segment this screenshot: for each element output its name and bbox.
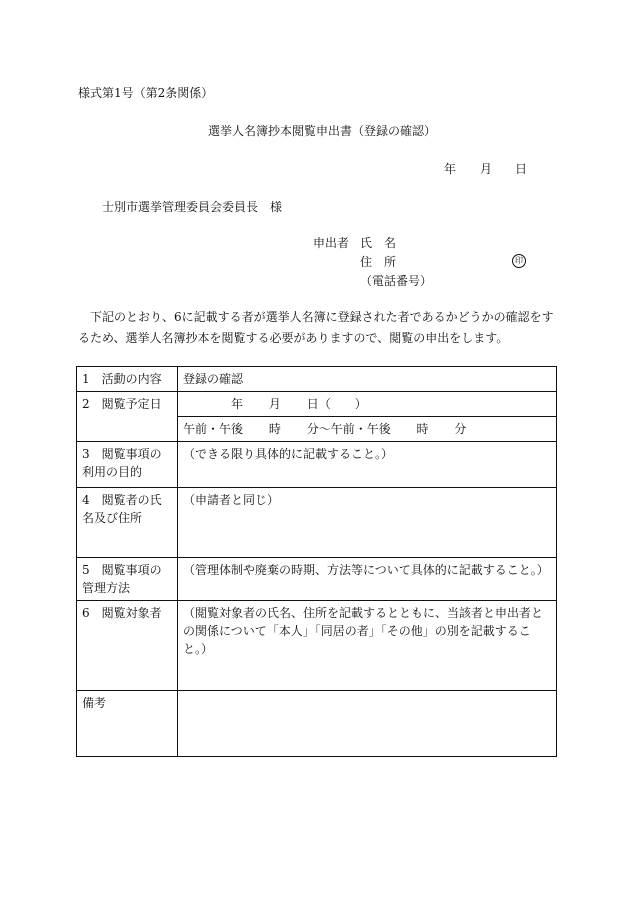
row2-day: 日（ ） xyxy=(306,397,367,411)
row2-time-field[interactable] xyxy=(178,417,557,442)
date-year-label: 年 xyxy=(444,162,457,176)
form-number: 様式第1号（第2条関係） xyxy=(78,86,214,100)
row2-hour-end: 時 xyxy=(416,422,429,436)
seal-mark-icon: 印 xyxy=(512,254,526,268)
row2-ampm-start: 午前・午後 xyxy=(183,422,244,436)
row5-value[interactable]: （管理体制や廃棄の時期、方法等について具体的に記載すること。） xyxy=(178,558,557,601)
application-form-table xyxy=(76,366,557,757)
row2-label: 2 閲覧予定日 xyxy=(77,392,178,442)
applicant-address-label: 住 所 xyxy=(360,255,397,269)
row4-label: 4 閲覧者の氏名及び住所 xyxy=(77,488,178,558)
row5-label: 5 閲覧事項の管理方法 xyxy=(77,558,178,601)
row2-minute-start: 分～午前・午後 xyxy=(306,422,391,436)
row7-label: 備考 xyxy=(77,691,178,757)
row2-month: 月 xyxy=(268,397,281,411)
row4-value[interactable]: （申請者と同じ） xyxy=(178,488,557,558)
row1-label: 1 活動の内容 xyxy=(77,367,178,392)
date-day-label: 日 xyxy=(515,162,528,176)
date-month-label: 月 xyxy=(480,162,493,176)
row3-value[interactable]: （できる限り具体的に記載すること。） xyxy=(178,442,557,488)
row6-value[interactable]: （閲覧対象者の氏名、住所を記載するとともに、当該者と申出者との関係について「本人」「同居の者」「その他」の別を記載すること。） xyxy=(178,601,557,691)
applicant-label: 申出者 xyxy=(313,236,350,250)
intro-paragraph: 下記のとおり、6に記載する者が選挙人名簿に登録された者であるかどうかの確認をするため、選挙人名簿抄本を閲覧する必要がありますので、閲覧の申出をします。 xyxy=(78,310,554,345)
row6-label: 6 閲覧対象者 xyxy=(77,601,178,691)
row2-year: 年 xyxy=(231,397,244,411)
row2-minute-end: 分 xyxy=(454,422,467,436)
document-title: 選挙人名簿抄本閲覧申出書（登録の確認） xyxy=(208,124,437,138)
row2-date-field[interactable] xyxy=(178,392,557,417)
row2-hour-start: 時 xyxy=(268,422,281,436)
addressee: 士別市選挙管理委員会委員長 様 xyxy=(102,200,283,214)
applicant-phone-label: （電話番号） xyxy=(360,274,433,288)
row3-label: 3 閲覧事項の利用の目的 xyxy=(77,442,178,488)
row7-value[interactable] xyxy=(178,691,557,757)
row1-value[interactable]: 登録の確認 xyxy=(178,367,557,392)
applicant-name-label: 氏 名 xyxy=(360,236,397,250)
